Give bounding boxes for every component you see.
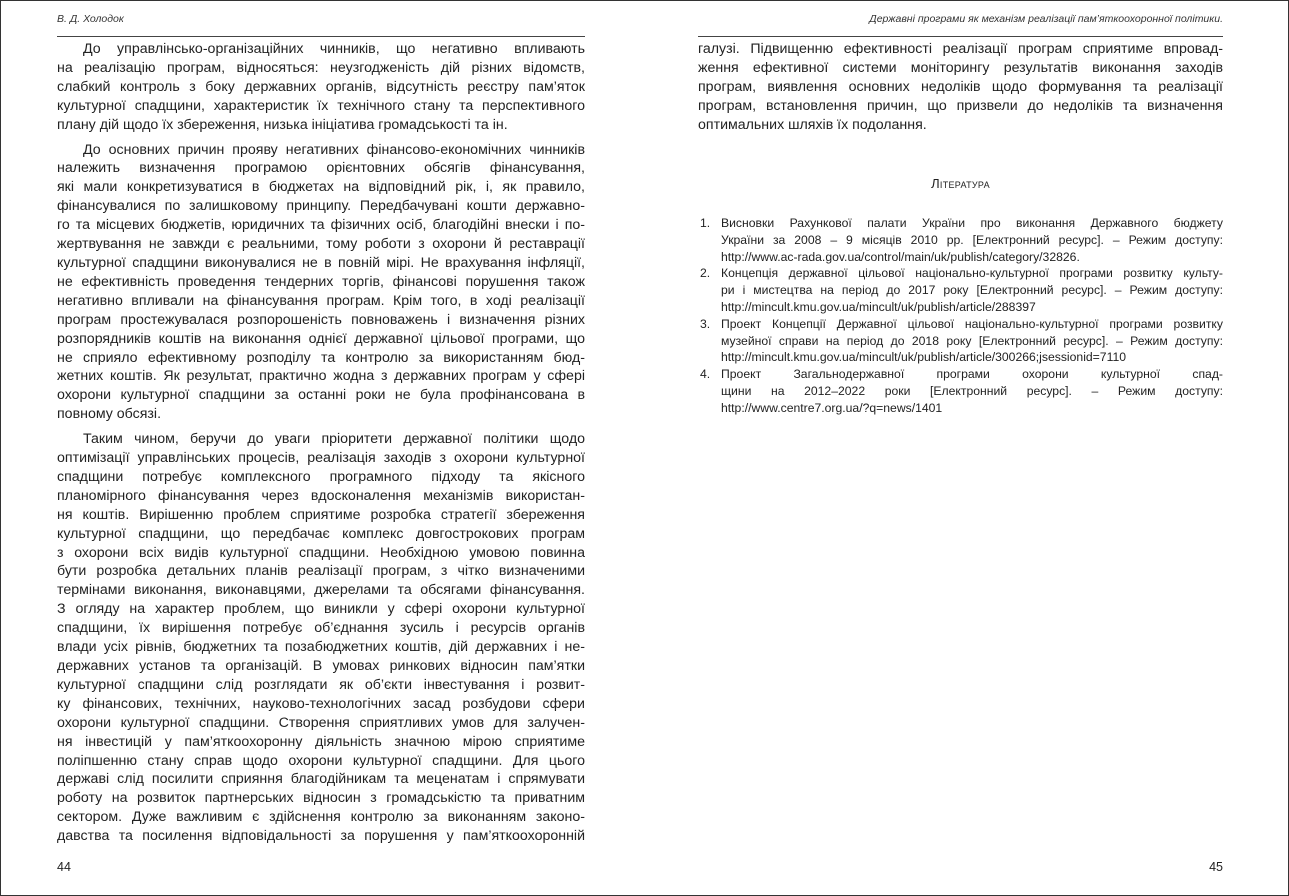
literature-heading: Література — [931, 176, 990, 191]
reference-line: http://mincult.kmu.gov.ua/mincult/uk/publish/article/300266;jsessionid=7110 — [721, 350, 1127, 365]
text-line: програм, встановлення причин, що призвели до недоліків та визначення — [698, 97, 1223, 114]
text-line: го та місцевих бюджетів, юридичних та фізичних осіб, благодійні внески і по- — [57, 217, 585, 234]
text-line: галузі. Підвищенню ефективності реалізації програм сприятиме впровад- — [698, 41, 1223, 57]
text-line: які мали конкретизуватися в бюджетах на відповідний рік, і, як правило, — [57, 179, 585, 196]
text-line: охорони культурної спадщини за останні роки не була профінансована в — [57, 387, 585, 404]
text-line: сектором. Дуже важливим є здійснення контролю за виконанням законо- — [57, 809, 585, 826]
reference-line: ри і мистецтва на період до 2017 року [Електронний ресурс]. – Режим доступу: — [721, 283, 1223, 298]
text-line: плану дій щодо їх збереження, низька ініціатива громадськості та ін. — [57, 116, 508, 133]
text-line: не сприяло ефективному розподілу та контролю за використанням бюд- — [57, 349, 585, 366]
reference-line: Концепція державної цільової національно-культурної програми розвитку культу- — [721, 266, 1223, 281]
running-head-author: В. Д. Холодок — [57, 13, 124, 25]
reference-list — [698, 215, 1223, 417]
text-line: поліпшенню стану справ щодо охорони культурної спадщини. Для цього — [57, 752, 585, 769]
text-line: До управлінсько-організаційних чинників, що негативно впливають — [83, 41, 585, 57]
reference-item — [698, 316, 1223, 366]
paragraph — [57, 430, 585, 846]
text-line: програм, виявлення основних недоліків щодо формування та реалізації — [698, 78, 1223, 95]
text-line: До основних причин прояву негативних фінансово-економічних чинників — [83, 141, 585, 158]
paragraph — [57, 141, 585, 425]
reference-line: http://www.ac-rada.gov.ua/control/main/uk/publish/category/32826. — [721, 249, 1080, 264]
reference-line: Висновки Рахункової палати України про виконання Державного бюджету — [721, 216, 1223, 230]
body-text — [698, 40, 1223, 141]
text-line: культурної спадщини, характеристик їх технічного стану та перспективного — [57, 97, 585, 114]
page-number: 45 — [1209, 860, 1223, 874]
text-line: на реалізацію програм, відносяться: неузгодженість дій різних відомств, — [57, 59, 585, 76]
text-line: Таким чином, беручи до уваги пріоритети державної політики щодо — [83, 431, 585, 448]
reference-line: України за 2008 – 9 місяців 2010 рр. [Електронний ресурс]. – Режим доступу: — [721, 232, 1223, 247]
text-line: культурної спадщини слід розглядати як об’єкти інвестування і розвит- — [57, 676, 585, 693]
header-rule — [57, 36, 585, 37]
reference-line: Проект Концепції Державної цільової національно-культурної програми розвитку — [721, 316, 1223, 331]
text-line: державі слід посилити сприяння благодійникам та меценатам і спрямувати — [57, 771, 585, 788]
reference-number: 2. — [700, 266, 711, 281]
text-line: спадщини, їх вирішення потребує об’єднання зусиль і ресурсів органів — [57, 620, 585, 637]
reference-number: 1. — [700, 216, 711, 230]
paragraph — [698, 40, 1223, 135]
paragraph — [57, 40, 585, 135]
reference-item — [698, 265, 1223, 315]
header-rule — [698, 36, 1223, 37]
reference-line: http://mincult.kmu.gov.ua/mincult/uk/publish/article/288397 — [721, 299, 1036, 314]
reference-number: 3. — [700, 316, 711, 331]
text-line: фінансувалися по залишковому принципу. Передбачувані кошти державно- — [57, 198, 585, 215]
text-line: ня коштів. Вирішенню проблем сприятиме розробка стратегії збереження — [57, 506, 585, 523]
reference-line: Проект Загальнодержавної програми охорони культурної спад- — [721, 367, 1223, 382]
text-line: не ефективність проведення тендерних торгів, фінансові порушення також — [57, 273, 585, 290]
text-line: з охорони всіх видів культурної спадщини. Необхідною умовою повинна — [57, 544, 585, 561]
page-number: 44 — [57, 860, 71, 874]
text-line: давства та посилення відповідальності за порушення у пам’яткоохоронній — [57, 828, 585, 845]
text-line: оптимізації управлінських процесів, реалізація заходів з охорони культурної — [57, 450, 585, 467]
reference-number: 4. — [700, 367, 711, 382]
text-line: роботу на розвиток партнерських відносин з громадськістю та приватним — [57, 790, 585, 807]
text-line: повному обсязі. — [57, 406, 162, 423]
text-line: належить визначення програмою орієнтовних обсягів фінансування, — [57, 160, 585, 177]
text-line: державних установ та організацій. В умовах ринкових відносин пам’ятки — [57, 658, 585, 674]
text-line: ження ефективної системи моніторингу результатів виконання заходів — [698, 59, 1223, 76]
text-line: негативно впливали на фінансування програм. Крім того, в ході реалізації — [57, 292, 585, 309]
text-line: розпорядників коштів на виконання однієї державної цільової програми, що — [57, 330, 585, 347]
text-line: бути розробка детальних планів реалізації програм, з чітко визначеними — [57, 563, 585, 580]
text-line: влади усіх рівнів, бюджетних та позабюджетних коштів, дій державних і не- — [57, 639, 585, 656]
text-line: ку фінансових, технічних, науково-технологічних засад розбудови сфери — [57, 695, 585, 712]
reference-line: щини на 2012–2022 роки [Електронний ресурс]. – Режим доступу: — [721, 383, 1223, 398]
running-head-title: Державні програми як механізм реалізації пам’яткоохоронної політики. — [869, 13, 1223, 25]
body-text — [57, 40, 585, 852]
text-line: програм простежувалася розпорошеність повноважень і визначення різних — [57, 311, 585, 328]
reference-line: музейної справи на період до 2018 року [Електронний ресурс]. – Режим доступу: — [721, 333, 1223, 348]
text-line: культурної спадщини виконувалися не в повній мірі. Не врахування інфляції, — [57, 254, 585, 271]
reference-item — [698, 215, 1223, 265]
text-line: планомірного фінансування через вдосконалення механізмів використан- — [57, 487, 585, 504]
text-line: слабкий контроль з боку державних органів, відсутність реєстру пам’яток — [57, 78, 585, 95]
text-line: культурної спадщини, що передбачає комплекс довгострокових програм — [57, 525, 585, 542]
text-line: жертвування не завжди є реальними, тому роботи з охорони й реставрації — [57, 236, 585, 253]
text-line: охорони культурної спадщини. Створення сприятливих умов для залучен- — [57, 714, 585, 731]
text-line: оптимальних шляхів їх подолання. — [698, 116, 927, 133]
text-line: ня інвестицій у пам’яткоохоронну діяльність значною мірою сприятиме — [57, 733, 585, 750]
text-line: жетних коштів. Як результат, практично жодна з державних програм у сфері — [57, 368, 585, 385]
text-line: спадщини потребує комплексного програмного підходу та якісного — [57, 468, 585, 485]
reference-line: http://www.centre7.org.ua/?q=news/1401 — [721, 400, 943, 415]
reference-item — [698, 366, 1223, 416]
text-line: термінами виконання, виконавцями, джерелами та обсягами фінансування. — [57, 582, 585, 599]
text-line: З огляду на характер проблем, що виникли у сфері охорони культурної — [57, 601, 585, 618]
